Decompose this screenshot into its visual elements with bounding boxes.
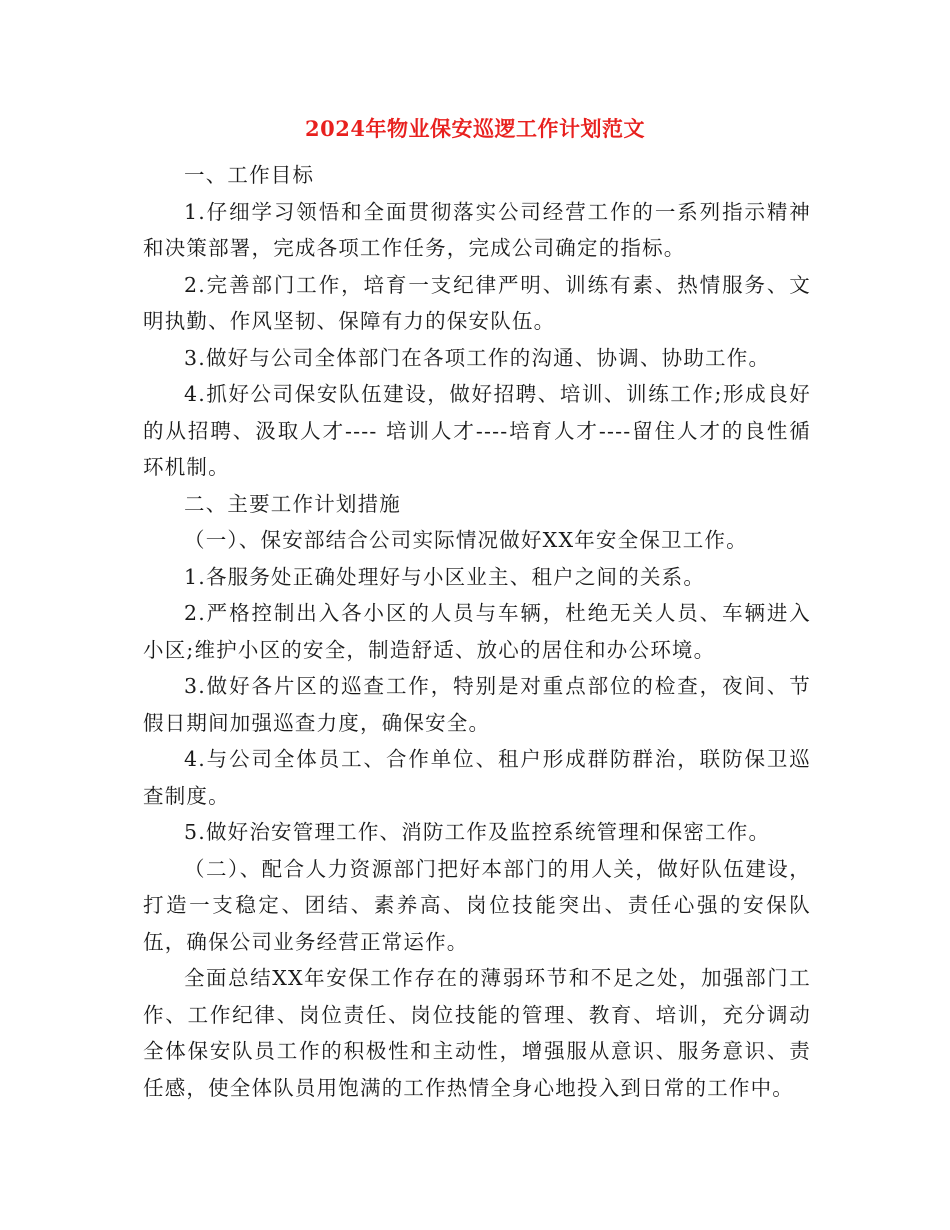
subsection-heading-1: （一）、保安部结合公司实际情况做好XX年安全保卫工作。 [184, 528, 748, 552]
measure-item-3: 3.做好各片区的巡查工作，特别是对重点部位的检查，夜间、节假日期间加强巡查力度，确保安全。 [143, 674, 811, 735]
subsection-heading-2: （二）、配合人力资源部门把好本部门的用人关，做好队伍建设，打造一支稳定、团结、素养高、岗位技能突出、责任心强的安保队伍，确保公司业务经营正常运作。 [143, 856, 811, 954]
goal-item-4: 4.抓好公司保安队伍建设，做好招聘、培训、训练工作;形成良好的从招聘、汲取人才---- 培训人才----培育人才----留住人才的良性循环机制。 [143, 382, 811, 479]
goal-item-1: 1.仔细学习领悟和全面贯彻落实公司经营工作的一系列指示精神和决策部署，完成各项工作任务，完成公司确定的指标。 [143, 199, 811, 260]
summary-paragraph: 全面总结XX年安保工作存在的薄弱环节和不足之处，加强部门工作、工作纪律、岗位责任、岗位技能的管理、教育、培训，充分调动全体保安队员工作的积极性和主动性，增强服从意识、服务意识、责任感，使全体队员用饱满的工作热情全身心地投入到日常的工作中。 [143, 966, 811, 1100]
goal-item-2: 2.完善部门工作，培育一支纪律严明、训练有素、热情服务、文明执勤、作风坚韧、保障有力的保安队伍。 [143, 272, 811, 333]
section-heading-goals: 一、工作目标 [184, 163, 315, 187]
document-title: 2024年物业保安巡逻工作计划范文 [305, 116, 645, 141]
measure-item-4: 4.与公司全体员工、合作单位、租户形成群防群治，联防保卫巡查制度。 [143, 747, 811, 808]
section-heading-measures: 二、主要工作计划措施 [184, 491, 401, 516]
goal-item-3: 3.做好与公司全体部门在各项工作的沟通、协调、协助工作。 [184, 345, 771, 370]
measure-item-1: 1.各服务处正确处理好与小区业主、租户之间的关系。 [184, 564, 706, 589]
measure-item-5: 5.做好治安管理工作、消防工作及监控系统管理和保密工作。 [184, 820, 771, 844]
measure-item-2: 2.严格控制出入各小区的人员与车辆，杜绝无关人员、车辆进入小区;维护小区的安全，制造舒适、放心的居住和办公环境。 [143, 601, 811, 662]
document-body [143, 157, 811, 1106]
